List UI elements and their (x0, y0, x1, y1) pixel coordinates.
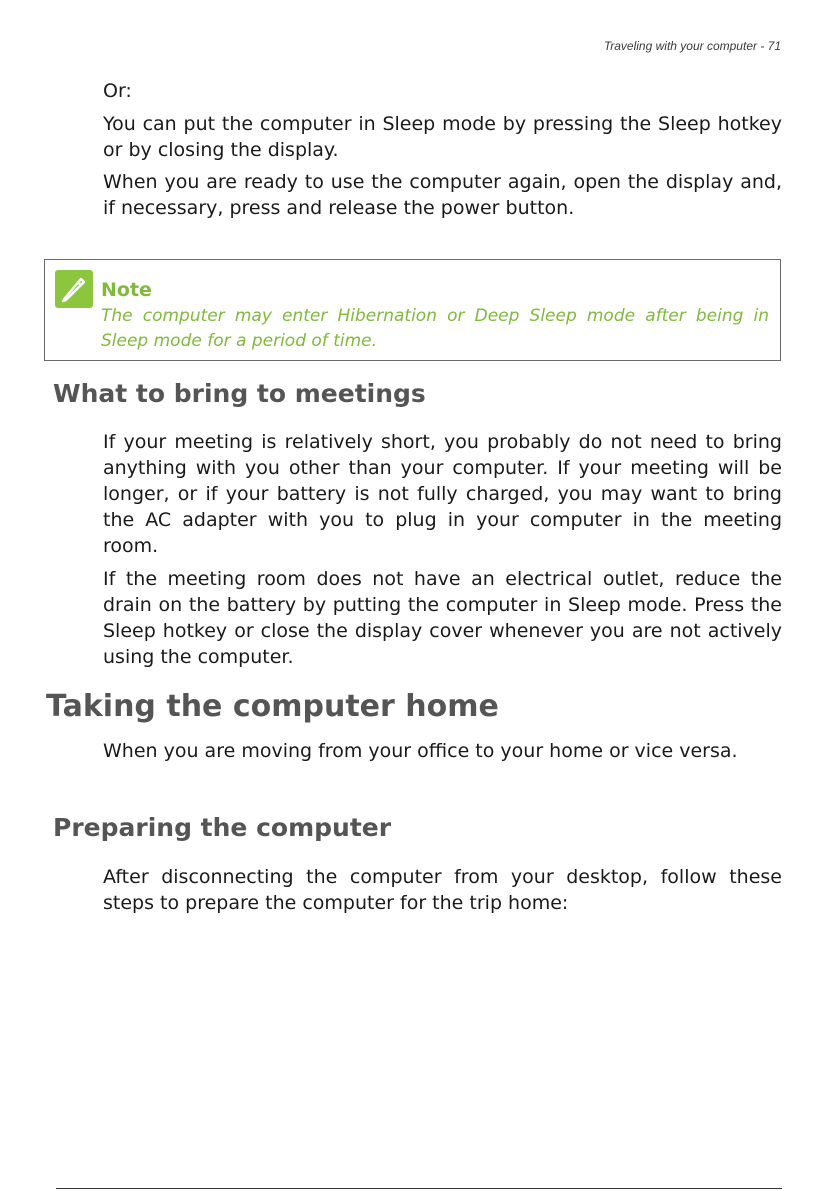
ready-paragraph-block (103, 169, 782, 221)
preparing-paragraph-block (103, 864, 782, 916)
note-text: The computer may enter Hibernation or Deep Sleep mode after being in Sleep mode for a period of time. (101, 306, 769, 351)
note-title: Note (101, 279, 152, 301)
pencil-icon (55, 270, 93, 308)
home-paragraph: When you are moving from your office to your home or vice versa. (103, 740, 738, 762)
preparing-paragraph: After disconnecting the computer from your desktop, follow these steps to prepare the computer for the trip home: (103, 866, 782, 914)
preparing-heading: Preparing the computer (53, 813, 392, 842)
meetings-paragraph-1: If your meeting is relatively short, you probably do not need to bring anything with you other than your computer. If your meeting will be longer, or if your battery is not fully charged, you may want to bring the AC adapter with you to plug in your computer in the meeting room. (103, 431, 782, 557)
meetings-paragraph-2: If the meeting room does not have an electrical outlet, reduce the drain on the battery by putting the computer in Sleep mode. Press the Sleep hotkey or close the display cover whenever you are not actively using the computer. (103, 568, 782, 668)
or-label: Or: (103, 80, 132, 102)
running-header: Traveling with your computer - 71 (603, 39, 781, 53)
note-box (44, 259, 781, 361)
sleep-paragraph: You can put the computer in Sleep mode by pressing the Sleep hotkey or by closing the display. (103, 113, 782, 161)
meetings-paragraph-2-block (103, 566, 782, 670)
meetings-paragraph-1-block (103, 429, 782, 559)
footer-rule (56, 1188, 782, 1189)
meetings-heading: What to bring to meetings (53, 379, 426, 408)
home-heading: Taking the computer home (46, 689, 499, 724)
home-paragraph-block (103, 738, 782, 764)
or-label-block (103, 78, 782, 104)
ready-paragraph: When you are ready to use the computer again, open the display and, if necessary, press and release the power button. (103, 171, 782, 219)
sleep-paragraph-block (103, 111, 782, 163)
